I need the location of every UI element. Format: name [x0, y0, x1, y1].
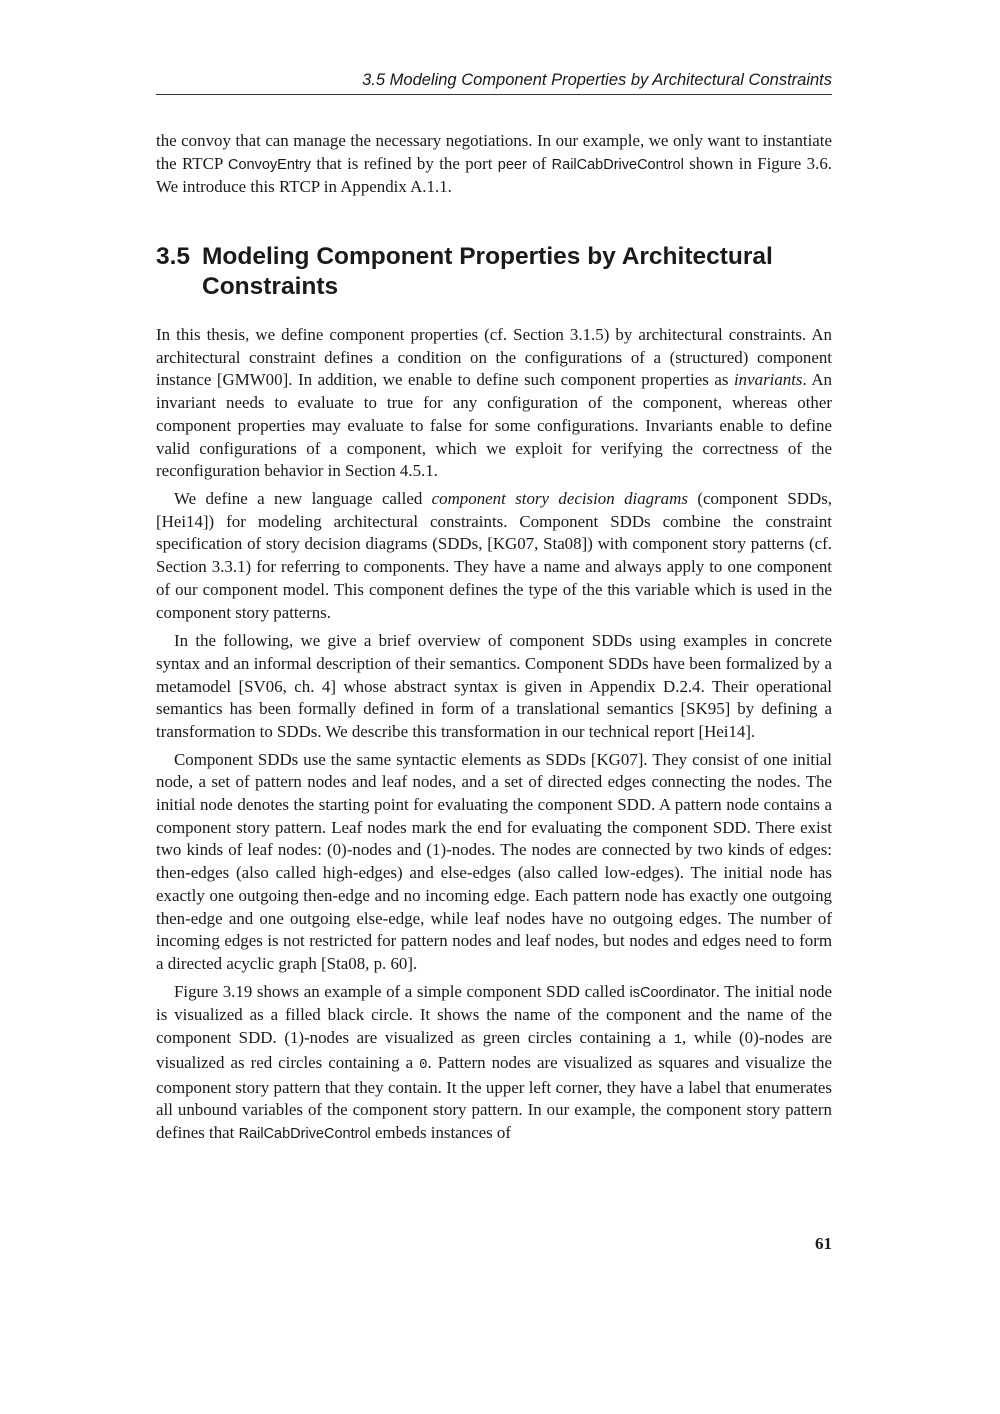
intro-text-3: of [526, 153, 552, 173]
running-header [156, 68, 832, 95]
code-railcab-drive-control: RailCabDriveControl [551, 156, 684, 173]
paragraph-4: Component SDDs use the same syntactic elements as SDDs [KG07]. They consist of one initial node, a set of pattern nodes and leaf nodes, and a set of directed edges connecting the nodes. The initial node denotes the starting point for evaluating the component SDD. A pattern node contains a component story pattern. Leaf nodes mark the end for evaluating the component SDD. There exist two kinds of leaf nodes: (0)-nodes and (1)-nodes. The nodes are connected by two kinds of edges: then-edges (also called high-edges) and else-edges (also called low-edges). The initial node has exactly one outgoing then-edge and no incoming edge. Each pattern node has exactly one outgoing then-edge and one outgoing else-edge, while leaf nodes have no outgoing edges. The number of incoming edges is not restricted for pattern nodes and leaf nodes, but nodes and edges need to form a directed acyclic graph [Sta08, p. 60]. [156, 749, 832, 973]
p2-text-1: We define a new language called [174, 488, 432, 508]
code-this: this [607, 582, 631, 599]
p5-text-1: Figure 3.19 shows an example of a simple component SDD called [174, 981, 630, 1001]
code-railcab-drive-control-2: RailCabDriveControl [238, 1125, 371, 1142]
section-number: 3.5 [156, 243, 191, 270]
p5-text-5: embeds instances of [370, 1122, 511, 1142]
intro-text-2: that is refined by the port [311, 153, 498, 173]
code-peer: peer [497, 156, 527, 173]
paragraph-3: In the following, we give a brief overview of component SDDs using examples in concrete syntax and an informal description of their semantics. Component SDDs have been formalized by a metamodel [SV06, ch. 4] whose abstract syntax is given in Appendix D.2.4. Their operational semantics has been formally defined in form of a translational semantics [SK95] by defining a transformation to SDDs. We describe this transformation in our technical report [Hei14]. [156, 631, 832, 741]
paragraph-1 [156, 324, 832, 483]
section-body [156, 324, 832, 1146]
intro-text-1: the convoy that can manage the necessary negotiations. In our example, we only want to instantiate the RTCP [156, 131, 832, 173]
code-one: 1 [673, 1032, 683, 1049]
p1-text-1: In this thesis, we define component properties (cf. Section 3.1.5) by architectural constraints. An architectural constraint defines a condition on the configurations of a (structured) component instance [GMW00]. In addition, we enable to define such component properties as [156, 325, 832, 390]
intro-paragraph [156, 130, 832, 199]
p2-emphasis-term: component story decision diagrams [431, 488, 688, 508]
intro-text-4: shown in Figure 3.6. We introduce this RTCP in Appendix A.1.1. [156, 153, 833, 197]
p2-text-3: variable which is used in the component story patterns. [156, 579, 832, 623]
p5-text-2: . The initial node is visualized as a filled black circle. It shows the name of the component and the name of the component SDD. (1)-nodes are visualized as green circles containing a [156, 981, 832, 1048]
p2-text-2: (component SDDs, [Hei14]) for modeling architectural constraints. Component SDDs combine the constraint specification of story decision diagrams (SDDs, [KG07, Sta08]) with component story patterns (cf. Section 3.3.1) for referring to components. They have a name and always apply to one component of our component model. This component defines the type of the [156, 488, 832, 599]
intro-paragraph-block [156, 130, 832, 199]
p5-text-4: . Pattern nodes are visualized as squares and visualize the component story pattern that they contain. It the upper left corner, they have a label that enumerates all unbound variables of the component story pattern. In our example, the component story pattern defines that [156, 1052, 832, 1142]
p1-emphasis-invariants: invariants [733, 370, 803, 390]
code-is-coordinator: isCoordinator [629, 984, 716, 1001]
paragraph-2 [156, 488, 832, 625]
code-convoy-entry: ConvoyEntry [228, 156, 312, 173]
p1-text-2: . An invariant needs to evaluate to true for any configuration of the component, whereas other component properties may evaluate to false for some configurations. Invariants enable to define valid configurations of a component, which we exploit for verifying the correctness of the reconfiguration behavior in Section 4.5.1. [156, 370, 832, 481]
page-number: 61 [815, 1234, 832, 1253]
running-header-title: 3.5 Modeling Component Properties by Architectural Constraints [362, 71, 832, 89]
p5-text-3: , while (0)-nodes are visualized as red circles containing a [156, 1028, 833, 1072]
section-heading [156, 242, 832, 302]
paragraph-5 [156, 981, 832, 1146]
section-title: Modeling Component Properties by Architectural Constraints [202, 243, 773, 300]
code-zero: 0 [419, 1056, 428, 1073]
